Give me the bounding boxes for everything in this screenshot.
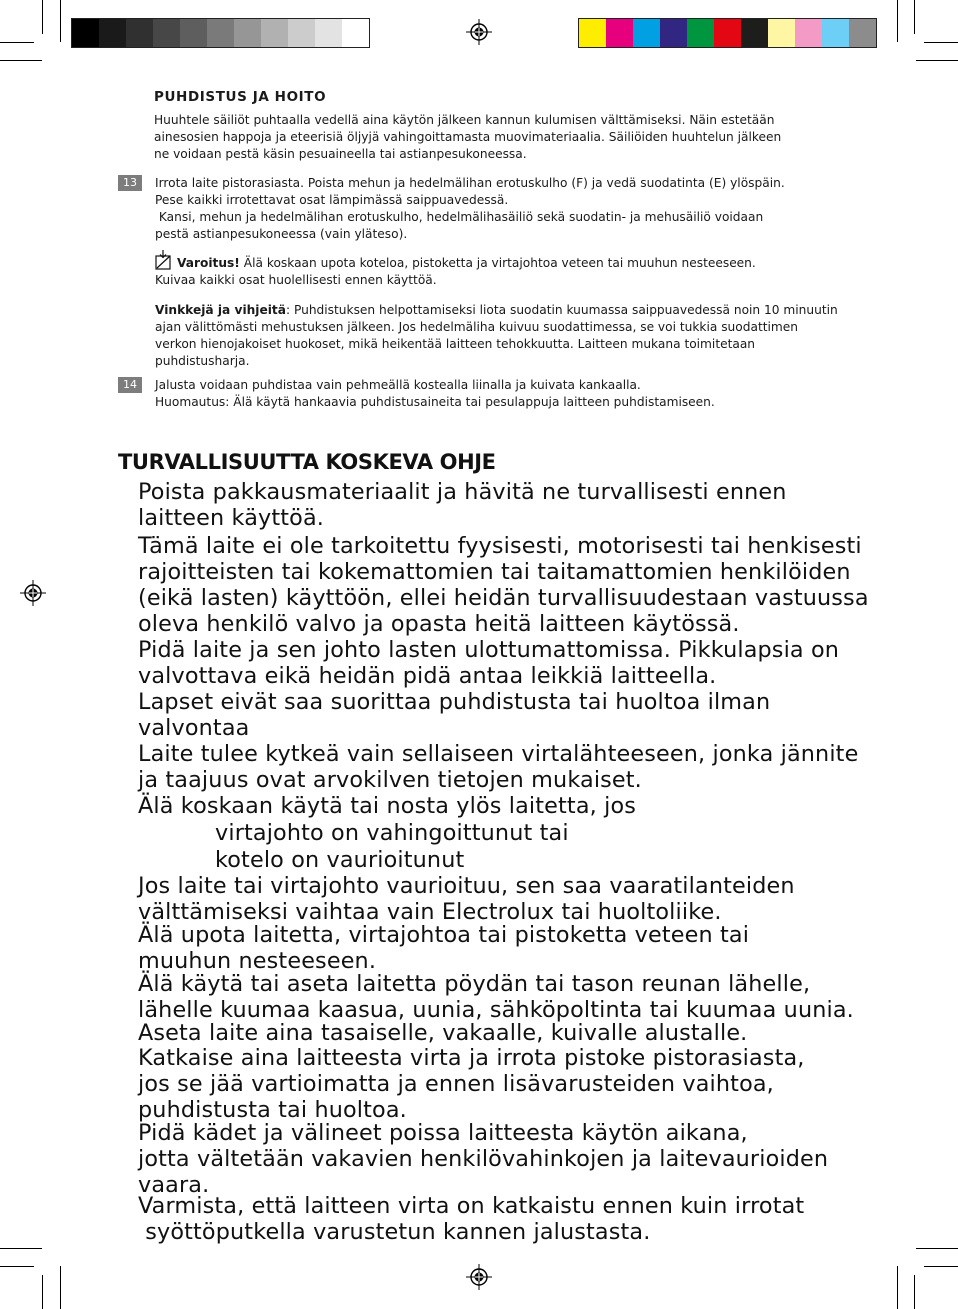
color-swatch <box>660 19 687 47</box>
warning-label: Varoitus! <box>177 256 240 270</box>
safety-paragraph: Katkaise aina laitteesta virta ja irrota pistoke pistorasiasta, jos se jää vartioimatta ja ennen lisävarusteiden vaihtoa, puhdistusta tai huoltoa. <box>138 1045 805 1123</box>
safety-paragraph: Aseta laite aina tasaiselle, vakaalle, kuivalle alustalle. <box>138 1020 748 1046</box>
color-swatch <box>180 19 207 47</box>
color-swatch <box>288 19 315 47</box>
registration-mark-icon <box>466 19 492 45</box>
color-swatch <box>342 19 369 47</box>
step-14-badge: 14 <box>118 377 142 393</box>
color-swatch <box>234 19 261 47</box>
tips-label: Vinkkejä ja vihjeitä <box>155 303 286 317</box>
safety-paragraph: Poista pakkausmateriaalit ja hävitä ne turvallisesti ennen laitteen käyttöä. <box>138 479 787 531</box>
safety-paragraph: Laite tulee kytkeä vain sellaiseen virtalähteeseen, jonka jännite ja taajuus ovat arvokilven tietojen mukaiset. <box>138 741 859 793</box>
warning-note: Varoitus! Älä koskaan upota koteloa, pistoketta ja virtajohtoa veteen tai muuhun nesteeseen. Kuivaa kaikki osat huolellisesti ennen käyttöä. <box>155 250 855 289</box>
color-swatch <box>714 19 741 47</box>
color-swatch <box>849 19 876 47</box>
color-swatch <box>153 19 180 47</box>
crop-mark <box>924 1266 958 1267</box>
safety-sub-item: virtajohto on vahingoittunut tai <box>215 820 569 846</box>
process-color-bar <box>578 18 877 48</box>
color-swatch <box>768 19 795 47</box>
safety-sub-item: kotelo on vaurioitunut <box>215 847 465 873</box>
care-section-title: PUHDISTUS JA HOITO <box>154 89 327 105</box>
color-swatch <box>741 19 768 47</box>
crop-mark <box>914 1275 915 1309</box>
crop-mark <box>0 1248 42 1249</box>
crop-mark <box>916 1248 958 1249</box>
crop-mark <box>0 42 34 43</box>
color-swatch <box>99 19 126 47</box>
safety-paragraph: Tämä laite ei ole tarkoitettu fyysisesti, motorisesti tai henkisesti rajoitteisten tai kokemattomien tai taitamattomien henkilöiden (eikä lasten) käyttöön, ellei heidän turvallisuudestaan vastuussa oleva henkilö valvo ja opasta heitä laitteen käytössä. <box>138 533 869 637</box>
safety-paragraph: Älä käytä tai aseta laitetta pöydän tai tason reunan lähelle, lähelle kuumaa kaasua, uunia, sähköpoltinta tai kuumaa uunia. <box>138 971 854 1023</box>
crop-mark <box>42 0 43 34</box>
crop-mark <box>924 42 958 43</box>
safety-paragraph: Pidä laite ja sen johto lasten ulottumattomissa. Pikkulapsia on valvottava eikä heidän pidä antaa leikkiä laitteella. <box>138 637 840 689</box>
warning-text: Älä koskaan upota koteloa, pistoketta ja virtajohtoa veteen tai muuhun nesteeseen. <box>239 256 756 270</box>
color-swatch <box>579 19 606 47</box>
color-swatch <box>315 19 342 47</box>
step-14-text: Jalusta voidaan puhdistaa vain pehmeällä kostealla liinalla ja kuivata kankaalla. Huomautus: Älä käytä hankaavia puhdistusaineita tai pesulappuja laitteen puhdistamiseen. <box>155 378 715 409</box>
safety-paragraph: Varmista, että laitteen virta on katkaistu ennen kuin irrotat syöttöputkella varustetun kannen jalustasta. <box>138 1193 805 1245</box>
grayscale-bar <box>71 18 370 48</box>
registration-mark-icon <box>466 1264 492 1290</box>
crop-mark <box>60 1266 61 1309</box>
crop-mark <box>897 1266 898 1309</box>
color-swatch <box>606 19 633 47</box>
safety-section-title: TURVALLISUUTTA KOSKEVA OHJE <box>118 450 496 474</box>
color-swatch <box>207 19 234 47</box>
crop-mark <box>60 0 61 42</box>
registration-mark-icon <box>20 580 46 606</box>
care-intro: Huuhtele säiliöt puhtaalla vedellä aina käytön jälkeen kannun kulumisen välttämiseksi. Näin estetään ainesosien happoja ja eteerisiä öljyjä vahingoittamasta muovimateriaalia. Säiliöiden huuhtelun jälkeen ne voidaan pestä käsin pesuaineella tai astianpesukoneessa. <box>154 113 782 161</box>
crop-mark <box>42 1275 43 1309</box>
step-13-badge: 13 <box>118 175 142 191</box>
crop-mark <box>0 60 42 61</box>
crop-mark <box>916 60 958 61</box>
safety-paragraph: Lapset eivät saa suorittaa puhdistusta tai huoltoa ilman valvontaa <box>138 689 771 741</box>
color-swatch <box>126 19 153 47</box>
tips-note: Vinkkejä ja vihjeitä: Puhdistuksen helpottamiseksi liota suodatin kuumassa saippuavedessä noin 10 minuutin ajan välittömästi mehustuksen jälkeen. Jos hedelmäliha kuivuu suodattimessa, se voi tukkia suodattimen verkon hienojakoiset huokoset, mikä heikentää laitteen tehokkuutta. Laitteen mukana toimitetaan puhdistusharja. <box>155 303 838 368</box>
safety-paragraph: Älä koskaan käytä tai nosta ylös laitetta, jos <box>138 793 637 819</box>
safety-paragraph: Pidä kädet ja välineet poissa laitteesta käytön aikana, jotta vältetään vakavien henkilövahinkojen ja laitevaurioiden vaara. <box>138 1120 829 1198</box>
color-swatch <box>795 19 822 47</box>
safety-paragraph: Älä upota laitetta, virtajohtoa tai pistoketta veteen tai muuhun nesteeseen. <box>138 922 750 974</box>
color-swatch <box>72 19 99 47</box>
crop-mark <box>897 0 898 42</box>
color-swatch <box>633 19 660 47</box>
color-swatch <box>822 19 849 47</box>
no-immerse-icon <box>155 250 175 270</box>
color-swatch <box>687 19 714 47</box>
crop-mark <box>0 1266 34 1267</box>
color-swatch <box>261 19 288 47</box>
crop-mark <box>914 0 915 34</box>
step-13-text: Irrota laite pistorasiasta. Poista mehun ja hedelmälihan erotuskulho (F) ja vedä suodatinta (E) ylöspäin. Pese kaikki irrotettavat osat lämpimässä saippuavedessä. Kansi, mehun ja hedelmälihan erotuskulho, hedelmälihasäiliö sekä suodatin- ja mehusäiliö voidaan pestä astianpesukoneessa (vain yläteso). <box>155 176 785 241</box>
safety-paragraph: Jos laite tai virtajohto vaurioituu, sen saa vaaratilanteiden välttämiseksi vaihtaa vain Electrolux tai huoltoliike. <box>138 873 795 925</box>
